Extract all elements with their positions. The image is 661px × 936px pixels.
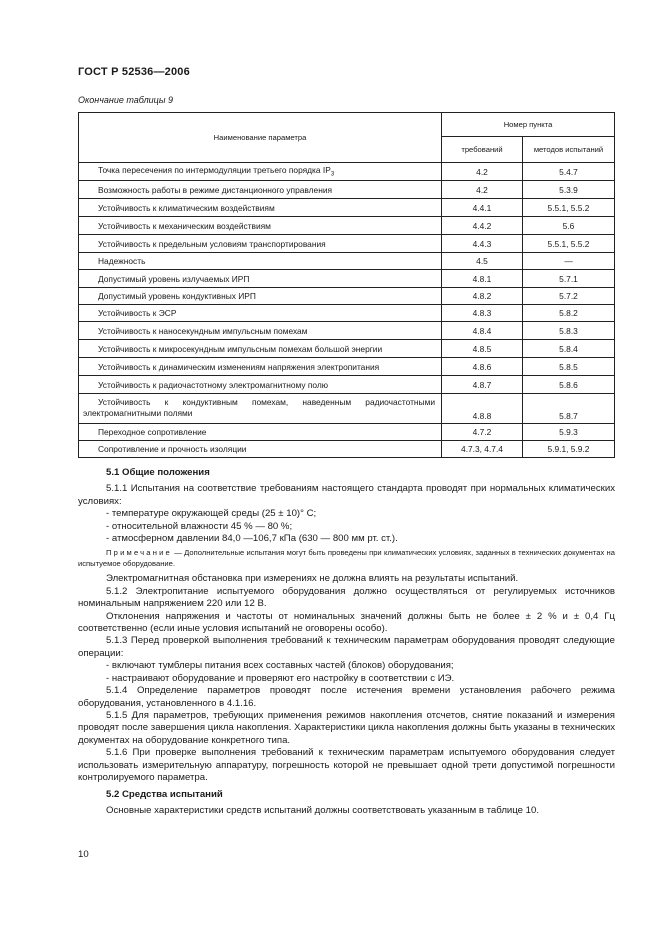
test-method-clause: 5.8.4 bbox=[523, 340, 615, 358]
table-caption: Окончание таблицы 9 bbox=[78, 95, 173, 105]
test-method-clause: 5.5.1, 5.5.2 bbox=[523, 235, 615, 253]
requirement-clause: 4.8.1 bbox=[442, 270, 523, 288]
table-row bbox=[79, 376, 615, 394]
table-row bbox=[79, 340, 615, 358]
parameter-name: Допустимый уровень кондуктивных ИРП bbox=[79, 288, 442, 305]
section-body bbox=[78, 467, 615, 817]
test-method-clause: 5.7.1 bbox=[523, 270, 615, 288]
requirement-clause: 4.8.7 bbox=[442, 376, 523, 394]
parameter-name: Сопротивление и прочность изоляции bbox=[79, 441, 442, 458]
requirement-clause: 4.7.3, 4.7.4 bbox=[442, 441, 523, 458]
paragraph-deviations: Отклонения напряжения и частоты от номинальных значений должны быть не более ± 2 % и ± 0,4 Гц соответственно (если иные условия испытаний не оговорены особо). bbox=[78, 610, 615, 635]
paragraph-5-1-3: 5.1.3 Перед проверкой выполнения требований к техническим параметрам оборудования проводят следующие операции: bbox=[78, 635, 615, 659]
requirement-clause: 4.4.1 bbox=[442, 199, 523, 217]
table-row bbox=[79, 288, 615, 305]
requirement-clause: 4.7.2 bbox=[442, 424, 523, 441]
parameter-name: Устойчивость к динамическим изменениям напряжения электропитания bbox=[79, 358, 442, 376]
table-row bbox=[79, 394, 615, 424]
test-method-clause: 5.8.2 bbox=[523, 305, 615, 322]
paragraph-5-1-6: 5.1.6 При проверке выполнения требований к техническим параметрам испытуемого оборудования следует использовать измерительную аппаратуру, погрешность которой не превышает одной трети допустимой погрешности контролируемого параметра. bbox=[78, 747, 615, 783]
table-row bbox=[79, 181, 615, 199]
parameter-name: Устойчивость к наносекундным импульсным помехам bbox=[79, 322, 442, 340]
parameter-name: Возможность работы в режиме дистанционного управления bbox=[79, 181, 442, 199]
requirement-clause: 4.8.8 bbox=[442, 394, 523, 424]
table-row bbox=[79, 305, 615, 322]
test-method-clause: 5.6 bbox=[523, 217, 615, 235]
paragraph-em-environment: Электромагнитная обстановка при измерениях не должна влиять на результаты испытаний. bbox=[106, 573, 519, 585]
page-number: 10 bbox=[78, 849, 89, 860]
parameter-name: Переходное сопротивление bbox=[79, 424, 442, 441]
table-row bbox=[79, 322, 615, 340]
requirement-clause: 4.2 bbox=[442, 181, 523, 199]
parameter-name: Устойчивость к микросекундным импульсным помехам большой энергии bbox=[79, 340, 442, 358]
note-text: — Дополнительные испытания могут быть проведены при климатических условиях, заданных в технических документах на испытуемое оборудование. bbox=[78, 548, 615, 568]
column-header-parameter: Наименование параметра bbox=[79, 113, 442, 163]
parameter-name: Точка пересечения по интермодуляции третьего порядка $IP_3$ bbox=[79, 163, 442, 181]
section-5-1-heading: 5.1 Общие положения bbox=[106, 467, 210, 478]
note bbox=[78, 548, 615, 569]
test-method-clause: 5.8.7 bbox=[523, 394, 615, 424]
test-method-clause: 5.7.2 bbox=[523, 288, 615, 305]
table-row bbox=[79, 235, 615, 253]
parameter-name: Устойчивость к радиочастотному электромагнитному полю bbox=[79, 376, 442, 394]
table-row bbox=[79, 163, 615, 181]
section-5-2-heading: 5.2 Средства испытаний bbox=[106, 789, 223, 801]
paragraph-5-1-2: 5.1.2 Электропитание испытуемого оборудования должно осуществляться от регулируемых источников номинальным напряжением 220 или 12 В. bbox=[78, 585, 615, 610]
table-row bbox=[79, 217, 615, 235]
parameter-name: Устойчивость к климатическим воздействиям bbox=[79, 199, 442, 217]
column-header-group: Номер пункта bbox=[442, 113, 615, 137]
parameter-name: Допустимый уровень излучаемых ИРП bbox=[79, 270, 442, 288]
note-label: Примечание bbox=[106, 548, 172, 558]
table-row bbox=[79, 270, 615, 288]
list-item: - температуре окружающей среды (25 ± 10)° С; bbox=[106, 508, 317, 520]
test-method-clause: 5.5.1, 5.5.2 bbox=[523, 199, 615, 217]
requirement-clause: 4.4.2 bbox=[442, 217, 523, 235]
paragraph-5-1-4: 5.1.4 Определение параметров проводят после истечения времени установления рабочего режима оборудования, установленного в 4.1.16. bbox=[78, 685, 615, 709]
list-item: - включают тумблеры питания всех составных частей (блоков) оборудования; bbox=[106, 660, 454, 672]
column-header-requirements: требований bbox=[442, 137, 523, 163]
paragraph-5-2: Основные характеристики средств испытаний должны соответствовать указанным в таблице 10. bbox=[106, 804, 540, 816]
table-row bbox=[79, 253, 615, 270]
parameter-name: Надежность bbox=[79, 253, 442, 270]
test-method-clause: 5.8.6 bbox=[523, 376, 615, 394]
requirement-clause: 4.5 bbox=[442, 253, 523, 270]
parameter-name: Устойчивость к кондуктивным помехам, наведенным радиочастотными электромагнитными полями bbox=[79, 394, 442, 424]
parameter-name: Устойчивость к механическим воздействиям bbox=[79, 217, 442, 235]
requirement-clause: 4.8.5 bbox=[442, 340, 523, 358]
list-item: - настраивают оборудование и проверяют его настройку в соответствии с ИЭ. bbox=[106, 672, 455, 684]
test-method-clause: 5.9.3 bbox=[523, 424, 615, 441]
table-row bbox=[79, 441, 615, 458]
table-row bbox=[79, 199, 615, 217]
table-row bbox=[79, 424, 615, 441]
list-item: - относительной влажности 45 % — 80 %; bbox=[106, 520, 293, 532]
test-method-clause: 5.8.3 bbox=[523, 322, 615, 340]
parameter-name: Устойчивость к ЭСР bbox=[79, 305, 442, 322]
test-method-clause: 5.9.1, 5.9.2 bbox=[523, 441, 615, 458]
test-method-clause: 5.8.5 bbox=[523, 358, 615, 376]
paragraph-5-1-1: 5.1.1 Испытания на соответствие требованиям настоящего стандарта проводят при нормальных климатических условиях: bbox=[78, 483, 615, 507]
requirement-clause: 4.8.2 bbox=[442, 288, 523, 305]
requirement-clause: 4.8.3 bbox=[442, 305, 523, 322]
table-row bbox=[79, 358, 615, 376]
requirement-clause: 4.8.6 bbox=[442, 358, 523, 376]
parameters-table bbox=[78, 112, 615, 458]
parameter-name: Устойчивость к предельным условиям транспортирования bbox=[79, 235, 442, 253]
paragraph-5-1-5: 5.1.5 Для параметров, требующих применения режимов накопления отсчетов, снятие показаний и измерения проводят после завершения цикла накопления. Характеристики цикла накопления должны быть указаны в технических документах на оборудование конкретного типа. bbox=[78, 709, 615, 746]
document-header: ГОСТ Р 52536—2006 bbox=[78, 66, 190, 78]
list-item: - атмосферном давлении 84,0 —106,7 кПа (630 — 800 мм рт. ст.). bbox=[106, 533, 398, 545]
requirement-clause: 4.2 bbox=[442, 163, 523, 181]
test-method-clause: 5.4.7 bbox=[523, 163, 615, 181]
requirement-clause: 4.8.4 bbox=[442, 322, 523, 340]
test-method-clause: — bbox=[523, 253, 615, 270]
test-method-clause: 5.3.9 bbox=[523, 181, 615, 199]
column-header-test-methods: методов испытаний bbox=[523, 137, 615, 163]
requirement-clause: 4.4.3 bbox=[442, 235, 523, 253]
